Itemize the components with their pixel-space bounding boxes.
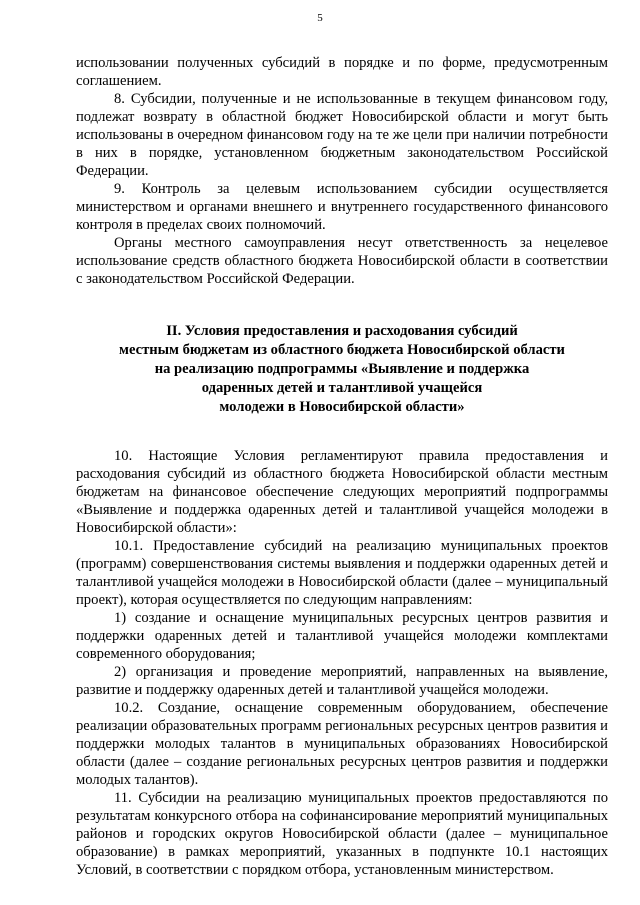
section-heading-line: местным бюджетам из областного бюджета Новосибирской области [119,342,565,358]
paragraph: 1) создание и оснащение муниципальных ресурсных центров развития и поддержки одаренных детей и талантливой учащейся молодежи комплектами современного оборудования; [76,610,608,662]
paragraph: использовании полученных субсидий в порядке и по форме, предусмотренным соглашением. [76,55,608,89]
section-heading [76,322,608,417]
paragraph: 10. Настоящие Условия регламентируют правила предоставления и расходования субсидий из областного бюджета Новосибирской области местным бюджетам на финансовое обеспечение следующих мероприятий подпрограммы «Выявление и поддержка одаренных детей и талантливой учащейся молодежи в Новосибирской области»: [76,448,608,536]
paragraph: 8. Субсидии, полученные и не использованные в текущем финансовом году, подлежат возврату в областной бюджет Новосибирской области и могут быть использованы в очередном финансовом году на те же цели при наличии потребности в них в порядке, установленном бюджетным законодательством Российской Федерации. [76,91,608,179]
section-heading-line: на реализацию подпрограммы «Выявление и поддержка [154,361,530,377]
paragraph: 10.1. Предоставление субсидий на реализацию муниципальных проектов (программ) совершенствования системы выявления и поддержки одаренных детей и талантливой учащейся молодежи в Новосибирской области (далее – муниципальный проект), которая осуществляется по следующим направлениям: [76,538,608,608]
document-body [76,54,608,879]
paragraph: 11. Субсидии на реализацию муниципальных проектов предоставляются по результатам конкурсного отбора на софинансирование мероприятий муниципальных районов и городских округов Новосибирской области (далее – муниципальное образование) в рамках мероприятий, указанных в подпункте 10.1 настоящих Условий, в соответствии с порядком отбора, установленным министерством. [76,790,608,878]
paragraph: 9. Контроль за целевым использованием субсидии осуществляется министерством и органами внешнего и внутреннего государственного финансового контроля в пределах своих полномочий. [76,181,608,233]
paragraph: 2) организация и проведение мероприятий, направленных на выявление, развитие и поддержку одаренных детей и талантливой учащейся молодежи. [76,664,608,698]
section-heading-line: II. Условия предоставления и расходования субсидий [166,323,518,339]
page-number: 5 [317,12,323,24]
section-heading-line: молодежи в Новосибирской области» [219,399,465,415]
paragraph: 10.2. Создание, оснащение современным оборудованием, обеспечение реализации образовательных программ региональных ресурсных центров развития и поддержки молодых талантов в муниципальных образованиях Новосибирской области (далее – создание региональных ресурсных центров развития и поддержки молодых талантов). [76,700,608,788]
paragraph: Органы местного самоуправления несут ответственность за нецелевое использование средств областного бюджета Новосибирской области в соответствии с законодательством Российской Федерации. [76,235,608,287]
section-heading-line: одаренных детей и талантливой учащейся [201,380,483,396]
